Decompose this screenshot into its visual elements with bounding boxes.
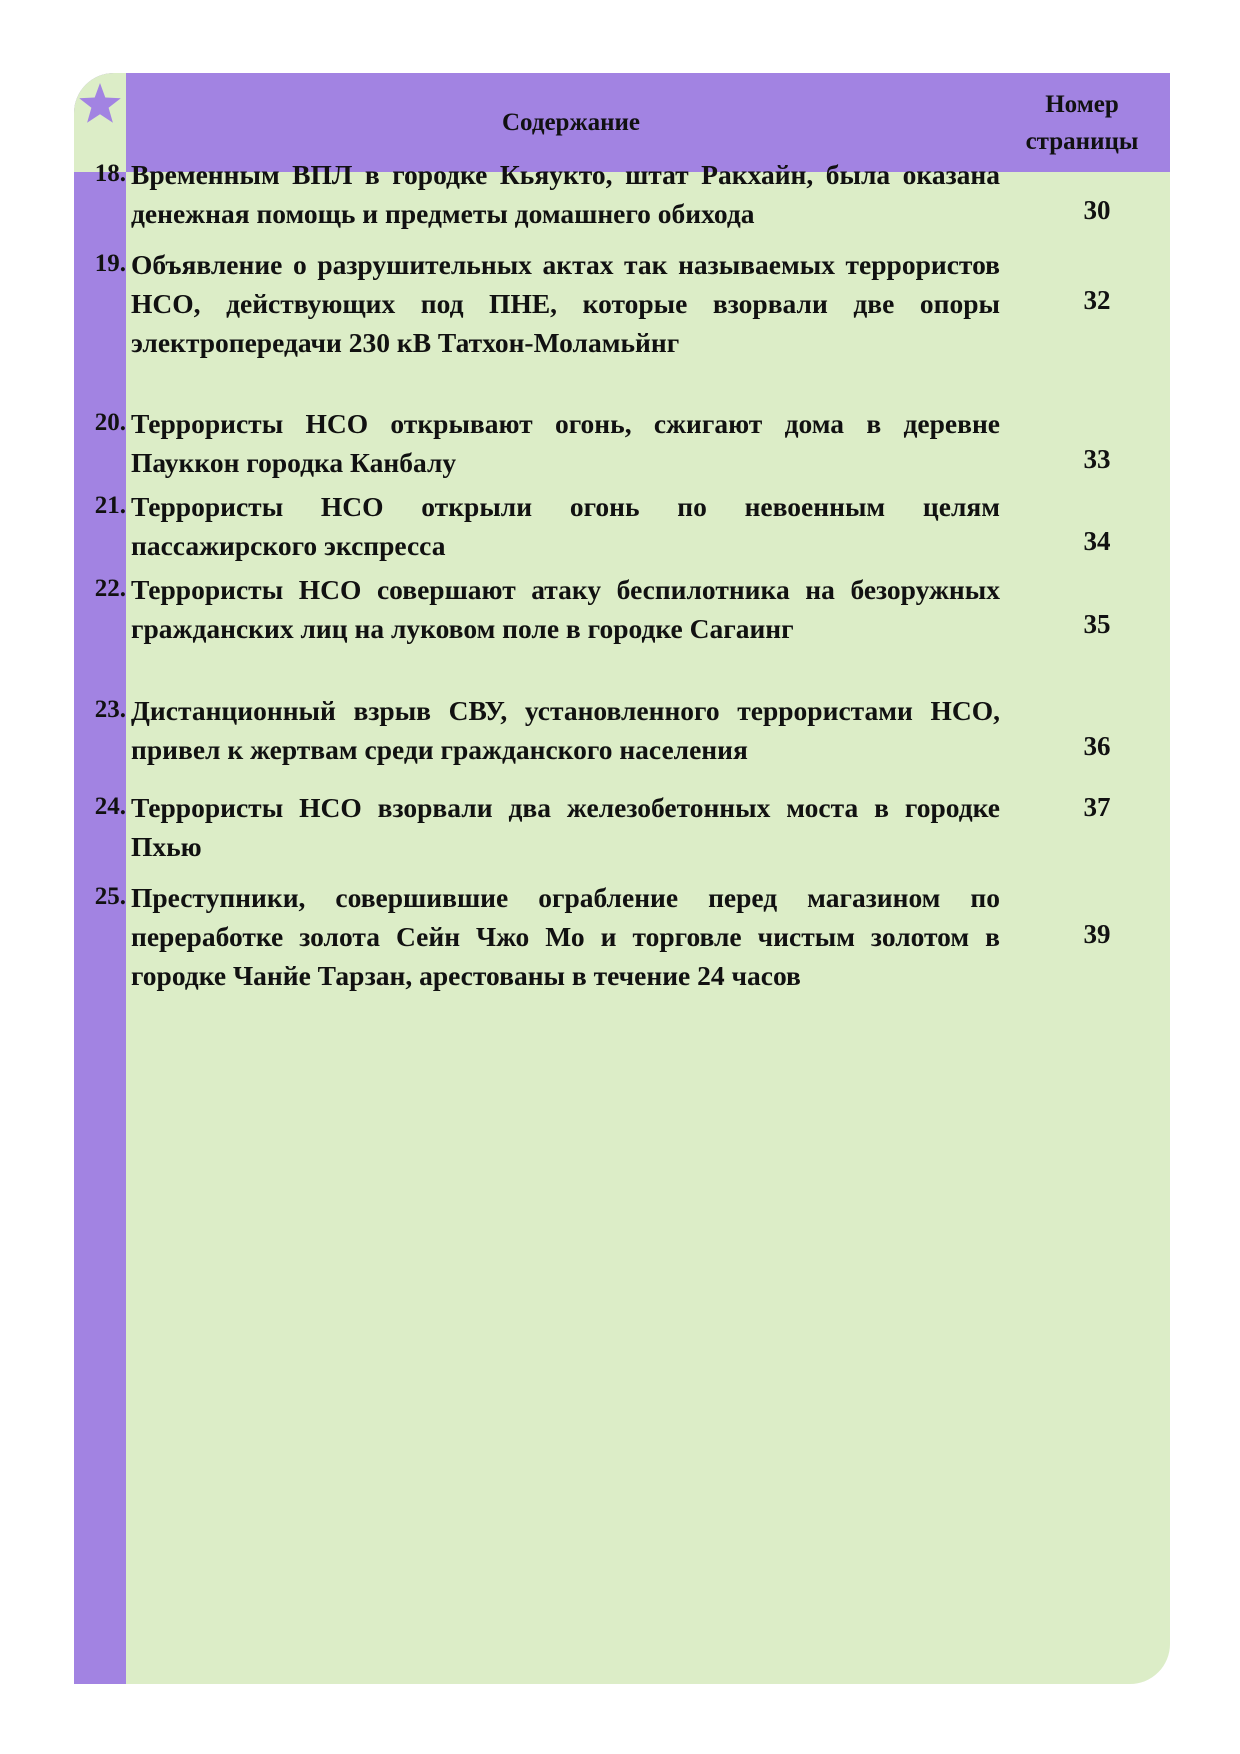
entry-page-number: 34 [1083, 526, 1111, 556]
entry-number: 19. [94, 250, 126, 277]
entry-number: 21. [94, 492, 126, 519]
entry-number: 18. [94, 160, 126, 187]
entry-number: 20. [94, 409, 126, 436]
contents-heading: Содержание [501, 108, 640, 136]
entry-number: 25. [94, 883, 126, 910]
page-number-heading: Номер страницы [1025, 90, 1139, 155]
entry-number: 23. [94, 696, 126, 723]
entry-title: Террористы НСО открыли огонь по невоенным целям пассажирского экспресса [131, 491, 1000, 561]
entry-page-number: 36 [1083, 731, 1111, 761]
entry-page-number: 39 [1083, 919, 1111, 949]
entry-page-number: 30 [1083, 195, 1111, 225]
entry-title: Объявление о разрушительных актах так называемых террористов НСО, действующих под ПНЕ, которые взорвали две опоры электропередачи 230 кВ Татхон-Моламьйнг [131, 249, 1000, 358]
entry-title: Дистанционный взрыв СВУ, установленного террористами НСО, привел к жертвам среди гражданского населения [131, 695, 1000, 765]
entry-number: 24. [94, 793, 126, 820]
entry-title: Временным ВПЛ в городке Кьяукто, штат Ракхайн, была оказана денежная помощь и предметы домашнего обихода [131, 159, 1000, 229]
entry-title: Террористы НСО открывают огонь, сжигают дома в деревне Пауккон городка Канбалу [131, 408, 1000, 478]
entry-page-number: 32 [1083, 285, 1111, 315]
entry-page-number: 37 [1083, 792, 1111, 822]
entry-title: Террористы НСО взорвали два железобетонных моста в городке Пхью [131, 792, 1000, 862]
toc-panel [74, 73, 1170, 1684]
entry-number: 22. [94, 575, 126, 602]
entry-page-number: 33 [1083, 444, 1111, 474]
entry-page-number: 35 [1083, 609, 1111, 639]
entry-title: Преступники, совершившие ограбление перед магазином по переработке золота Сейн Чжо Мо и торговле чистым золотом в городке Чанйе Тарзан, арестованы в течение 24 часов [131, 882, 1000, 991]
entry-title: Террористы НСО совершают атаку беспилотника на безоружных гражданских лиц на луковом поле в городке Сагаинг [131, 574, 1000, 644]
star-icon [78, 81, 122, 125]
